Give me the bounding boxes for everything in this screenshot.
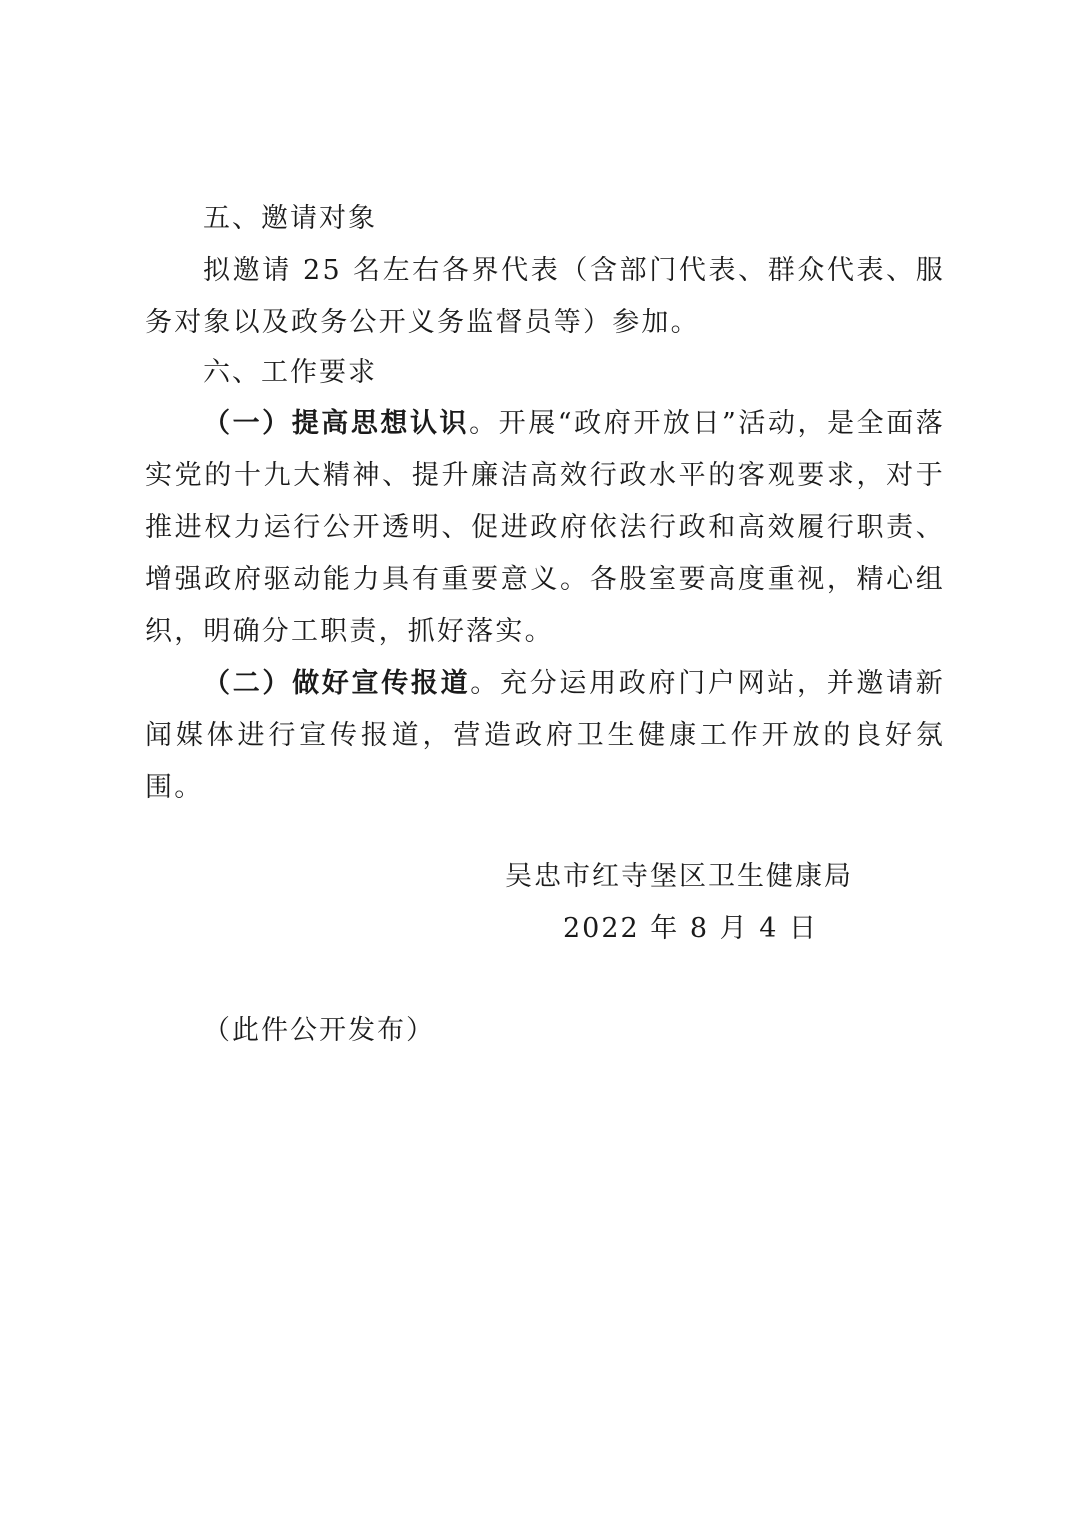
section-5-heading: 五、邀请对象 [203, 203, 377, 234]
section-5-body [145, 245, 945, 349]
item-2-text: 。充分运用政府门户网站，并邀请新闻媒体进行宣传报道，营造政府卫生健康工作开放的良好氛围。 [145, 668, 945, 803]
item-1-title: （一）提高思想认识 [203, 408, 470, 439]
section-6-heading: 六、工作要求 [203, 357, 377, 388]
item-1-paragraph [145, 398, 945, 658]
signature-date: 2022 年 8 月 4 日 [563, 913, 818, 944]
signature-organization: 吴忠市红寺堡区卫生健康局 [505, 861, 853, 892]
item-2-title: （二）做好宣传报道 [203, 668, 471, 699]
item-1-text: 。开展“政府开放日”活动，是全面落实党的十九大精神、提升廉洁高效行政水平的客观要求，对于推进权力运行公开透明、促进政府依法行政和高效履行职责、增强政府驱动能力具有重要意义。各股室要高度重视，精心组织，明确分工职责，抓好落实。 [145, 408, 945, 647]
section-6-body [145, 398, 945, 814]
public-release-note: （此件公开发布） [203, 1015, 435, 1046]
item-2-paragraph [145, 658, 945, 814]
section-5-paragraph: 拟邀请 25 名左右各界代表（含部门代表、群众代表、服务对象以及政务公开义务监督员等）参加。 [145, 255, 945, 338]
